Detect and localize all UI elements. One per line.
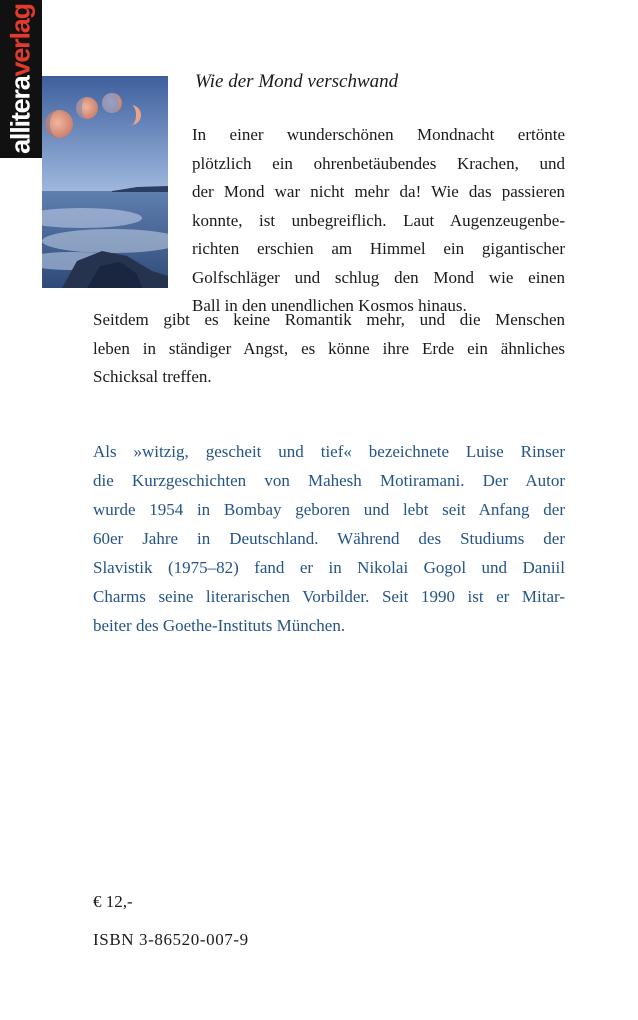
isbn: ISBN 3-86520-007-9 [93,930,249,949]
blurb-line: der Mond war nicht mehr da! Wie das passieren [192,182,565,201]
publisher-logo-text [5,4,36,154]
blurb-wide [93,306,565,392]
blurb-line: In einer wunderschönen Mondnacht ertönte [192,125,565,144]
blurb-line: plötzlich ein ohrenbetäubendes Krachen, und [192,153,565,173]
blurb-line: leben in ständiger Angst, es könne ihre Erde ein ähnliches [93,338,565,358]
blurb-top [192,121,565,321]
blurb-line: Golfschläger und schlug den Mond wie einen [192,267,565,287]
publisher-logo-part1: allitera [5,76,36,154]
blurb-line: richten erschien am Himmel ein gigantischer [192,239,565,258]
author-bio-line: beiter des Goethe-Instituts München. [93,616,346,635]
price: € 12,- [93,892,133,911]
author-bio-line: 60er Jahre in Deutschland. Während des Studiums der [93,529,565,548]
author-bio-line: die Kurzgeschichten von Mahesh Motiramani. Der Autor [93,471,565,490]
blurb-line: Ball in den unendlichen Kosmos hinaus. [192,296,467,315]
moon-phases-photo [42,76,168,288]
blurb-line: konnte, ist unbegreiflich. Laut Augenzeugenbe- [192,210,565,230]
blurb-line: Schicksal treffen. [93,367,212,386]
author-bio-line: Charms seine literarischen Vorbilder. Seit 1990 ist er Mitar- [93,587,565,606]
blurb-line: Seitdem gibt es keine Romantik mehr, und die Menschen [93,310,565,329]
author-bio-line: wurde 1954 in Bombay geboren und lebt seit Anfang der [93,500,565,519]
publisher-logo-part2: verlag [5,4,36,77]
author-bio-line: Als »witzig, gescheit und tief« bezeichnete Luise Rinser [93,442,565,461]
author-bio [93,437,565,640]
book-title: Wie der Mond verschwand [195,71,399,92]
author-bio-line: Slavistik (1975–82) fand er in Nikolai Gogol und Daniil [93,558,565,577]
publisher-logo [0,0,42,158]
